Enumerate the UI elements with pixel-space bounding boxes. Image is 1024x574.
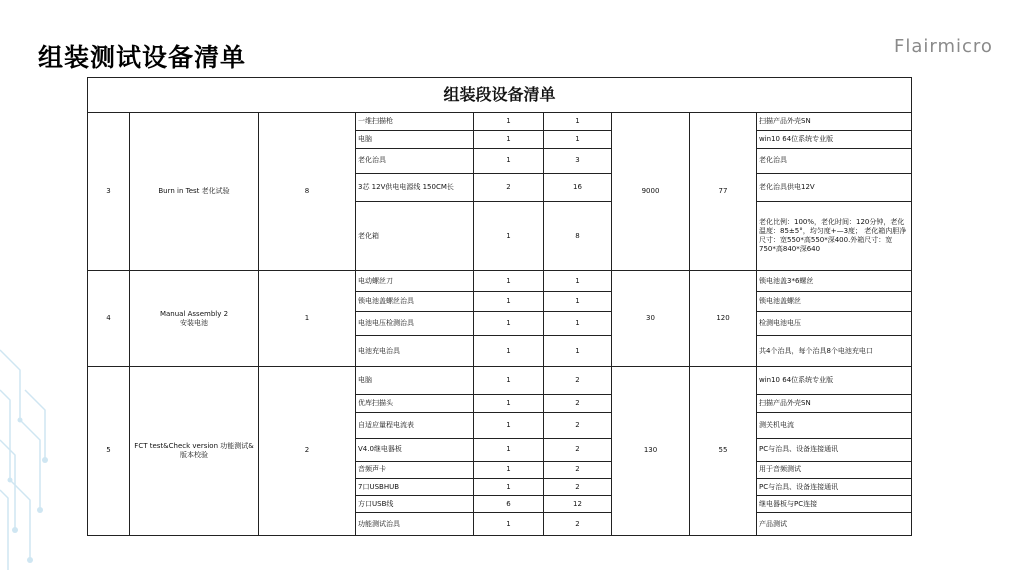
equipment-name-cell: 老化治具 <box>356 149 474 173</box>
equipment-note-cell: 检测电池电压 <box>757 312 912 336</box>
equipment-note-cell: 扫描产品外壳SN <box>757 112 912 130</box>
equipment-note-cell: 共4个治具，每个治具8个电池充电口 <box>757 336 912 367</box>
equipment-count-cell: 1 <box>544 271 612 291</box>
equipment-qty-cell: 1 <box>474 271 544 291</box>
equipment-qty-cell: 1 <box>474 366 544 394</box>
equipment-name-cell: 锁电池盖螺丝治具 <box>356 291 474 311</box>
equipment-qty-cell: 6 <box>474 496 544 513</box>
equipment-qty-cell: 1 <box>474 439 544 461</box>
equipment-note-cell: PC与治具、设备连接通讯 <box>757 439 912 461</box>
table-title: 组装段设备清单 <box>88 78 912 113</box>
equipment-qty-cell: 1 <box>474 395 544 412</box>
equipment-count-cell: 12 <box>544 496 612 513</box>
equipment-qty-cell: 1 <box>474 412 544 438</box>
equipment-qty-cell: 1 <box>474 130 544 148</box>
station-name-cell <box>130 112 259 271</box>
equipment-count-cell: 2 <box>544 395 612 412</box>
equipment-table <box>87 77 912 536</box>
equipment-qty-cell: 1 <box>474 478 544 495</box>
equipment-note-cell: 扫描产品外壳SN <box>757 395 912 412</box>
equipment-note-cell: 老化治具 <box>757 149 912 173</box>
brand-logo-text: Flairmicro <box>894 36 993 57</box>
equipment-name-cell: 一维扫描枪 <box>356 112 474 130</box>
equipment-qty-cell: 1 <box>474 291 544 311</box>
equipment-note-cell: 继电器板与PC连接 <box>757 496 912 513</box>
station-name: Burn in Test 老化试验 <box>158 186 230 195</box>
equipment-count-cell: 1 <box>544 130 612 148</box>
equipment-count-cell: 2 <box>544 366 612 394</box>
equipment-note-cell: PC与治具、设备连接通讯 <box>757 478 912 495</box>
equipment-count-cell: 1 <box>544 112 612 130</box>
equipment-name-cell: 7口USBHUB <box>356 478 474 495</box>
equipment-note-cell: 锁电池盖3*6螺丝 <box>757 271 912 291</box>
station-qty-cell: 2 <box>259 366 356 535</box>
equipment-name-cell: 自适应量程电流表 <box>356 412 474 438</box>
equipment-count-cell: 2 <box>544 478 612 495</box>
equipment-note-cell: 测关机电流 <box>757 412 912 438</box>
equipment-count-cell: 16 <box>544 173 612 201</box>
station-qty-cell: 1 <box>259 271 356 367</box>
table-row <box>88 271 912 291</box>
table-row <box>88 366 912 394</box>
table-row <box>88 112 912 130</box>
equipment-note-cell: 用于音频测试 <box>757 461 912 478</box>
equipment-qty-cell: 1 <box>474 149 544 173</box>
station-name-line2: 版本校验 <box>180 450 208 459</box>
group-cost-cell: 130 <box>612 366 690 535</box>
station-qty-cell: 8 <box>259 112 356 271</box>
group-cost-cell: 30 <box>612 271 690 367</box>
equipment-name-cell: 优库扫描头 <box>356 395 474 412</box>
group-cost-cell: 9000 <box>612 112 690 271</box>
equipment-name-cell: V4.0继电器板 <box>356 439 474 461</box>
equipment-note-cell: win10 64位系统专业版 <box>757 366 912 394</box>
station-name-line2: 安装电池 <box>180 318 208 327</box>
equipment-count-cell: 2 <box>544 461 612 478</box>
station-name: Manual Assembly 2 <box>159 309 229 318</box>
group-total-cell: 77 <box>690 112 757 271</box>
equipment-qty-cell: 1 <box>474 461 544 478</box>
equipment-name-cell: 电脑 <box>356 366 474 394</box>
station-name: FCT test&Check version 功能测试& <box>134 441 254 450</box>
equipment-qty-cell: 2 <box>474 173 544 201</box>
equipment-name-cell: 电脑 <box>356 130 474 148</box>
equipment-count-cell: 1 <box>544 312 612 336</box>
equipment-name-cell: 电池电压检测治具 <box>356 312 474 336</box>
equipment-qty-cell: 1 <box>474 312 544 336</box>
equipment-note-cell: 锁电池盖螺丝 <box>757 291 912 311</box>
equipment-name-cell: 老化箱 <box>356 202 474 271</box>
equipment-name-cell: 电动螺丝刀 <box>356 271 474 291</box>
equipment-count-cell: 8 <box>544 202 612 271</box>
group-total-cell: 120 <box>690 271 757 367</box>
station-name-cell <box>130 366 259 535</box>
equipment-qty-cell: 1 <box>474 513 544 536</box>
equipment-note-cell: win10 64位系统专业版 <box>757 130 912 148</box>
equipment-qty-cell: 1 <box>474 112 544 130</box>
equipment-count-cell: 1 <box>544 291 612 311</box>
station-number-cell: 5 <box>88 366 130 535</box>
equipment-qty-cell: 1 <box>474 202 544 271</box>
station-name-cell <box>130 271 259 367</box>
page-title: 组装测试设备清单 <box>38 43 247 72</box>
equipment-count-cell: 2 <box>544 439 612 461</box>
station-number-cell: 4 <box>88 271 130 367</box>
equipment-count-cell: 1 <box>544 336 612 367</box>
equipment-name-cell: 电池充电治具 <box>356 336 474 367</box>
equipment-count-cell: 2 <box>544 412 612 438</box>
circuit-decoration-icon <box>0 330 60 574</box>
equipment-count-cell: 2 <box>544 513 612 536</box>
equipment-name-cell: 功能测试治具 <box>356 513 474 536</box>
equipment-note-cell: 老化治具供电12V <box>757 173 912 201</box>
equipment-count-cell: 3 <box>544 149 612 173</box>
group-total-cell: 55 <box>690 366 757 535</box>
equipment-name-cell: 3芯 12V供电电源线 150CM长 <box>356 173 474 201</box>
equipment-qty-cell: 1 <box>474 336 544 367</box>
equipment-note-cell: 老化比例：100%，老化时间：120分钟，老化温度：85±5°，均匀度+—3度； 老化箱内胆净尺寸：宽550*高550*深400.外箱尺寸：宽750*高840*深640 <box>757 202 912 271</box>
station-number-cell: 3 <box>88 112 130 271</box>
equipment-name-cell: 方口USB线 <box>356 496 474 513</box>
equipment-note-cell: 产品测试 <box>757 513 912 536</box>
equipment-name-cell: 音频声卡 <box>356 461 474 478</box>
